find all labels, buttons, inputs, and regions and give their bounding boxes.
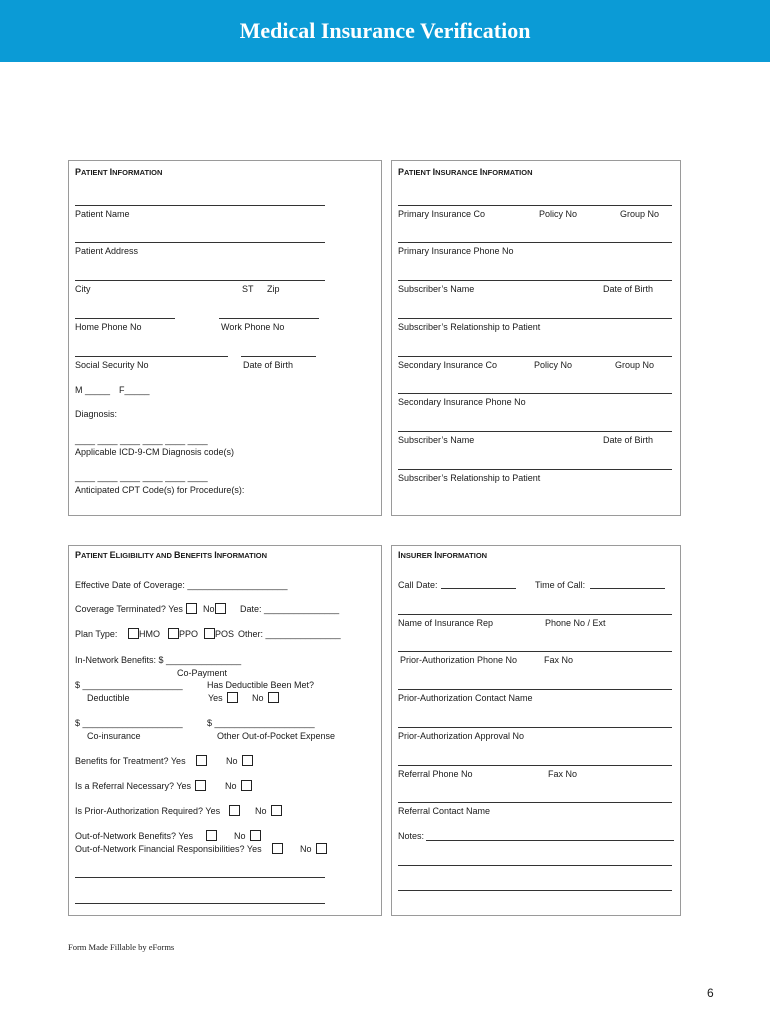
prior-auth-approval-label: Prior-Authorization Approval No xyxy=(398,731,525,741)
referral-necessary-no-checkbox[interactable] xyxy=(241,780,252,791)
icd-label: Applicable ICD-9-CM Diagnosis code(s) xyxy=(75,447,235,457)
referral-phone-label: Referral Phone No xyxy=(398,769,473,779)
deductible-label: Deductible xyxy=(87,693,130,703)
primary-phone-label: Primary Insurance Phone No xyxy=(398,246,514,256)
group-no-2-label: Group No xyxy=(615,360,655,370)
icd-code-fields[interactable]: ____ ____ ____ ____ ____ ____ xyxy=(75,435,208,445)
prior-auth-phone-label: Prior-Authorization Phone No xyxy=(400,655,518,665)
notes-line-1[interactable] xyxy=(426,840,674,841)
city-label: City xyxy=(75,284,91,294)
coverage-terminated-no-checkbox[interactable] xyxy=(215,603,226,614)
secondary-phone-field[interactable] xyxy=(398,393,672,394)
referral-necessary-label: Is a Referral Necessary? Yes xyxy=(75,781,192,791)
patient-name-label: Patient Name xyxy=(75,209,130,219)
patient-info-heading: PATIENT INFORMATION xyxy=(75,167,163,177)
prior-auth-contact-label: Prior-Authorization Contact Name xyxy=(398,693,533,703)
patient-address-field[interactable] xyxy=(75,242,325,243)
secondary-phone-label: Secondary Insurance Phone No xyxy=(398,397,526,407)
benefits-treatment-yes-checkbox[interactable] xyxy=(196,755,207,766)
ssn-label: Social Security No xyxy=(75,360,149,370)
insurer-heading: INSURER INFORMATION xyxy=(398,550,488,560)
female-field[interactable]: F_____ xyxy=(119,385,150,395)
benefits-treatment-label: Benefits for Treatment? Yes xyxy=(75,756,186,766)
cpt-code-fields[interactable]: ____ ____ ____ ____ ____ ____ xyxy=(75,472,208,482)
home-phone-label: Home Phone No xyxy=(75,322,142,332)
copayment-label: Co-Payment xyxy=(177,668,228,678)
policy-no-label: Policy No xyxy=(539,209,578,219)
cpt-label: Anticipated CPT Code(s) for Procedure(s): xyxy=(75,485,245,495)
deductible-met-no-label: No xyxy=(252,693,264,703)
prior-auth-no-label: No xyxy=(255,806,267,816)
other-plan-field[interactable]: Other: _______________ xyxy=(238,629,341,639)
referral-contact-field[interactable] xyxy=(398,802,672,803)
work-phone-field[interactable] xyxy=(219,318,319,319)
subscriber-relationship-2-label: Subscriber’s Relationship to Patient xyxy=(398,473,541,483)
prior-auth-no-checkbox[interactable] xyxy=(271,805,282,816)
notes-line-3[interactable] xyxy=(398,890,672,891)
benefits-treatment-no-checkbox[interactable] xyxy=(242,755,253,766)
eligibility-notes-line-2[interactable] xyxy=(75,903,325,904)
benefits-treatment-no-label: No xyxy=(226,756,238,766)
prior-auth-required-label: Is Prior-Authorization Required? Yes xyxy=(75,806,221,816)
prior-auth-contact-field[interactable] xyxy=(398,689,672,690)
plan-type-label: Plan Type: xyxy=(75,629,118,639)
referral-contact-label: Referral Contact Name xyxy=(398,806,491,816)
oon-benefits-yes-checkbox[interactable] xyxy=(206,830,217,841)
subscriber-name-2-label: Subscriber’s Name xyxy=(398,435,475,445)
diagnosis-label: Diagnosis: xyxy=(75,409,118,419)
subscriber-name-label: Subscriber’s Name xyxy=(398,284,475,294)
notes-label: Notes: xyxy=(398,831,425,841)
ppo-label: PPO xyxy=(179,629,199,639)
time-of-call-label: Time of Call: xyxy=(535,580,586,590)
deductible-met-yes-checkbox[interactable] xyxy=(227,692,238,703)
call-date-field[interactable] xyxy=(441,588,516,589)
termination-date-field[interactable]: Date: _______________ xyxy=(240,604,340,614)
call-date-label: Call Date: xyxy=(398,580,438,590)
dob-field[interactable] xyxy=(241,356,316,357)
insurance-info-heading: PATIENT INSURANCE INFORMATION xyxy=(398,167,533,177)
time-of-call-field[interactable] xyxy=(590,588,665,589)
primary-insurance-field[interactable] xyxy=(398,205,672,206)
city-st-zip-field[interactable] xyxy=(75,280,325,281)
footer-credit: Form Made Fillable by eForms xyxy=(68,942,175,952)
insurance-rep-field[interactable] xyxy=(398,614,672,615)
referral-phone-field[interactable] xyxy=(398,765,672,766)
hmo-label: HMO xyxy=(139,629,160,639)
oon-financial-label: Out-of-Network Financial Responsibilities? Yes xyxy=(75,844,262,854)
ppo-checkbox[interactable] xyxy=(168,628,179,639)
work-phone-label: Work Phone No xyxy=(221,322,285,332)
coverage-terminated-yes-checkbox[interactable] xyxy=(186,603,197,614)
effective-date-field[interactable]: Effective Date of Coverage: ____________________ xyxy=(75,580,288,590)
coinsurance-amount-field[interactable]: $ ____________________ xyxy=(75,718,183,728)
prior-auth-phone-field[interactable] xyxy=(398,651,672,652)
coinsurance-label: Co-insurance xyxy=(87,731,141,741)
oon-benefits-no-label: No xyxy=(234,831,246,841)
oon-financial-no-label: No xyxy=(300,844,312,854)
deductible-amount-field[interactable]: $ ____________________ xyxy=(75,680,183,690)
deductible-met-no-checkbox[interactable] xyxy=(268,692,279,703)
subscriber-name-2-field[interactable] xyxy=(398,431,672,432)
notes-line-2[interactable] xyxy=(398,865,672,866)
other-oop-amount-field[interactable]: $ ____________________ xyxy=(207,718,315,728)
eligibility-notes-line-1[interactable] xyxy=(75,877,325,878)
secondary-insurance-field[interactable] xyxy=(398,356,672,357)
coverage-terminated-no-label: No xyxy=(203,604,215,614)
subscriber-relationship-field[interactable] xyxy=(398,318,672,319)
pos-checkbox[interactable] xyxy=(204,628,215,639)
patient-address-label: Patient Address xyxy=(75,246,139,256)
prior-auth-yes-checkbox[interactable] xyxy=(229,805,240,816)
referral-necessary-yes-checkbox[interactable] xyxy=(195,780,206,791)
pos-label: POS xyxy=(215,629,235,639)
subscriber-dob-2-label: Date of Birth xyxy=(603,435,654,445)
oon-benefits-no-checkbox[interactable] xyxy=(250,830,261,841)
oon-financial-no-checkbox[interactable] xyxy=(316,843,327,854)
primary-insurance-label: Primary Insurance Co xyxy=(398,209,486,219)
referral-necessary-no-label: No xyxy=(225,781,237,791)
subscriber-dob-label: Date of Birth xyxy=(603,284,654,294)
secondary-insurance-label: Secondary Insurance Co xyxy=(398,360,498,370)
home-phone-field[interactable] xyxy=(75,318,175,319)
group-no-label: Group No xyxy=(620,209,660,219)
oon-financial-yes-checkbox[interactable] xyxy=(272,843,283,854)
hmo-checkbox[interactable] xyxy=(128,628,139,639)
zip-label: Zip xyxy=(267,284,280,294)
page-title: Medical Insurance Verification xyxy=(239,18,531,43)
dob-label: Date of Birth xyxy=(243,360,294,370)
male-field[interactable]: M _____ xyxy=(75,385,111,395)
deductible-met-yes-label: Yes xyxy=(208,693,223,703)
patient-name-field[interactable] xyxy=(75,205,325,206)
referral-fax-label: Fax No xyxy=(548,769,578,779)
st-label: ST xyxy=(242,284,254,294)
coverage-terminated-label: Coverage Terminated? Yes xyxy=(75,604,183,614)
subscriber-relationship-label: Subscriber’s Relationship to Patient xyxy=(398,322,541,332)
primary-phone-field[interactable] xyxy=(398,242,672,243)
in-network-field[interactable]: In-Network Benefits: $ _______________ xyxy=(75,655,242,665)
subscriber-name-field[interactable] xyxy=(398,280,672,281)
deductible-met-label: Has Deductible Been Met? xyxy=(207,680,315,690)
phone-ext-label: Phone No / Ext xyxy=(545,618,606,628)
insurance-rep-label: Name of Insurance Rep xyxy=(398,618,494,628)
eligibility-heading: PATIENT ELIGIBILITY AND BENEFITS INFORMATION xyxy=(75,550,268,560)
other-oop-label: Other Out-of-Pocket Expense xyxy=(217,731,336,741)
prior-auth-approval-field[interactable] xyxy=(398,727,672,728)
policy-no-2-label: Policy No xyxy=(534,360,573,370)
oon-benefits-label: Out-of-Network Benefits? Yes xyxy=(75,831,194,841)
ssn-field[interactable] xyxy=(75,356,228,357)
fax-no-label: Fax No xyxy=(544,655,574,665)
page-number: 6 xyxy=(707,986,714,1000)
subscriber-relationship-2-field[interactable] xyxy=(398,469,672,470)
